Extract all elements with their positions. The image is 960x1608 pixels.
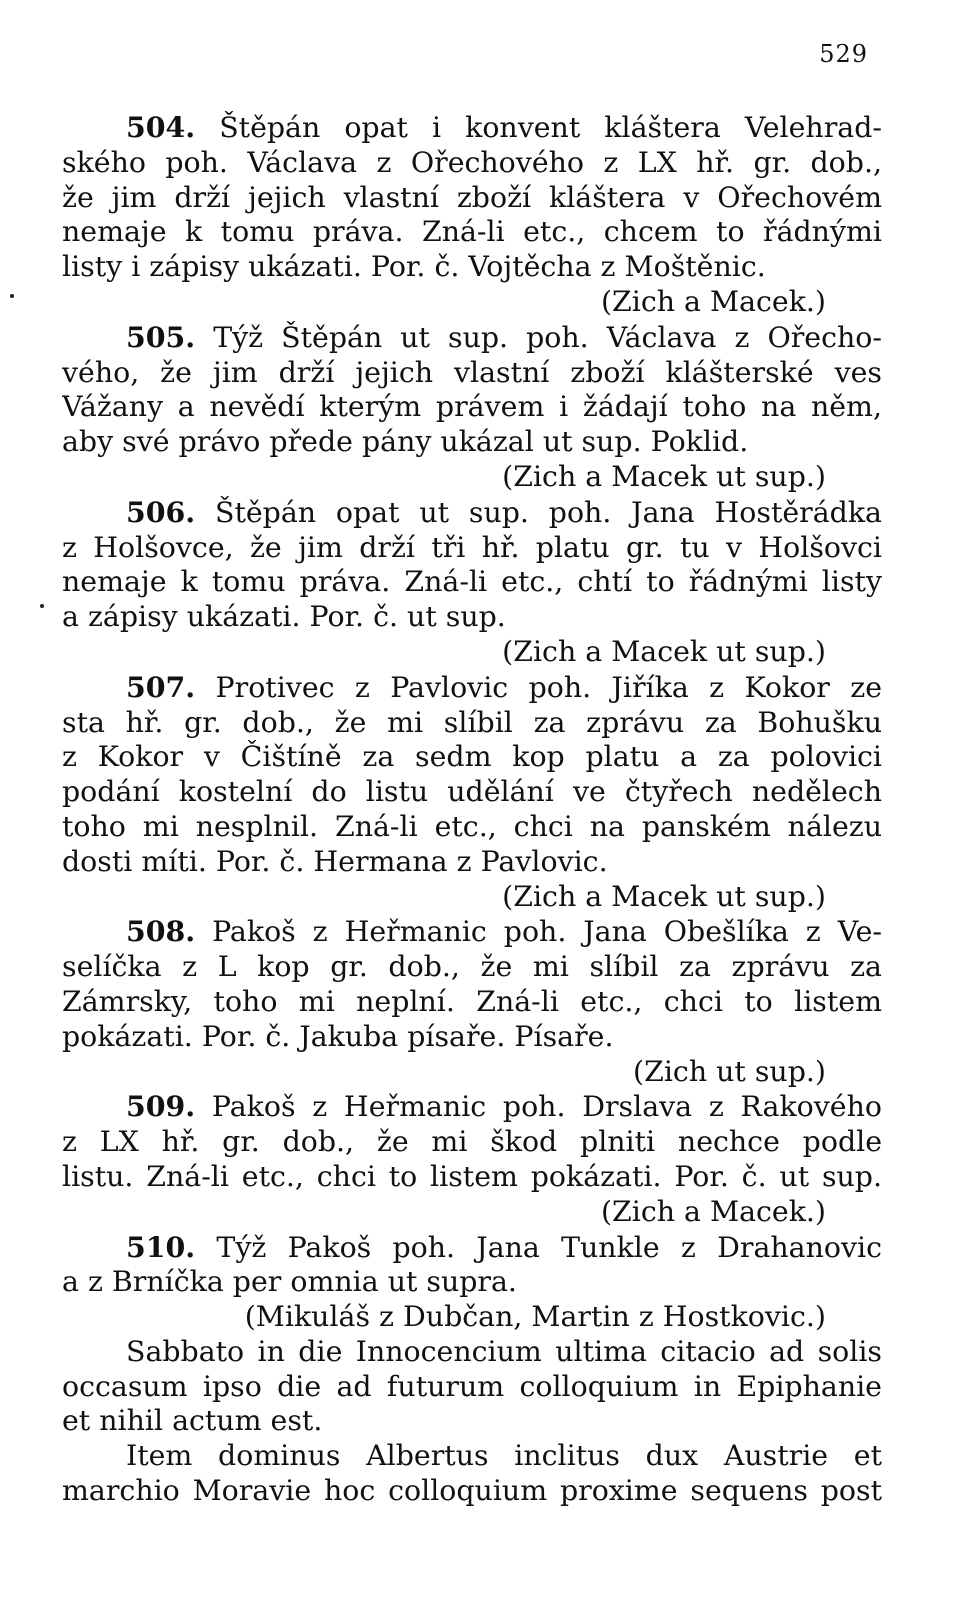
- signature-line: (Mikuláš z Dubčan, Martin z Hostkovic.): [244, 1300, 826, 1334]
- text-line: podání kostelní do listu udělání ve čtyřech nedělech: [62, 775, 882, 809]
- entry-504: [62, 110, 882, 320]
- closing-paragraph: [62, 1335, 882, 1439]
- margin-dot: [40, 604, 44, 608]
- text-line: occasum ipso die ad futurum colloquium in Epiphanie: [62, 1369, 882, 1403]
- text-line: 509. Pakoš z Heřmanic poh. Drslava z Rakového: [126, 1089, 882, 1124]
- text-line: sta hř. gr. dob., že mi slíbil za zprávu za Bohušku: [62, 705, 882, 739]
- text-line: že jim drží jejich vlastní zboží kláštera v Ořechovém: [62, 180, 882, 214]
- entry-508: [62, 914, 882, 1089]
- signature-line: (Zich ut sup.): [633, 1054, 826, 1088]
- page-number: 529: [819, 40, 868, 68]
- signature-line: (Zich a Macek ut sup.): [502, 634, 826, 668]
- text-line: 508. Pakoš z Heřmanic poh. Jana Obešlíka z Ve-: [126, 914, 882, 949]
- text-line: et nihil actum est.: [62, 1404, 323, 1438]
- text-line: z Holšovce, že jim drží tři hř. platu gr. tu v Holšovci: [62, 530, 882, 564]
- text-line: listy i zápisy ukázati. Por. č. Vojtěcha z Moštěnic.: [62, 250, 766, 284]
- text-line: vého, že jim drží jejich vlastní zboží klášterské ves: [62, 355, 882, 389]
- text-line: 507. Protivec z Pavlovic poh. Jiříka z Kokor ze: [126, 669, 882, 704]
- closing-paragraph: [62, 1439, 882, 1509]
- text-line: z LX hř. gr. dob., že mi škod plniti nechce podle: [62, 1125, 882, 1159]
- entry-510: [62, 1230, 882, 1335]
- text-line: Sabbato in die Innocencium ultima citacio ad solis: [126, 1334, 882, 1368]
- entry-number: 506.: [126, 494, 196, 529]
- text-line: a z Brníčka per omnia ut supra.: [62, 1265, 517, 1299]
- entry-505: [62, 320, 882, 495]
- entry-number: 504.: [126, 110, 196, 144]
- text-line: 504. Štěpán opat i konvent kláštera Velehrad-: [126, 110, 882, 144]
- entry-507: [62, 670, 882, 915]
- text-line: nemaje k tomu práva. Zná-li etc., chcem to řádnými: [62, 215, 882, 249]
- entry-number: 505.: [126, 319, 196, 354]
- entry-506: [62, 495, 882, 670]
- text-line: Zámrsky, toho mi neplní. Zná-li etc., chci to listem: [62, 984, 882, 1018]
- text-line: z Kokor v Čištíně za sedm kop platu a za polovici: [62, 740, 882, 774]
- entry-number: 510.: [126, 1229, 196, 1264]
- text-line: Item dominus Albertus inclitus dux Austrie et: [126, 1439, 882, 1473]
- text-line: Vážany a nevědí kterým právem i žádají toho na něm,: [62, 390, 882, 424]
- text-line: a zápisy ukázati. Por. č. ut sup.: [62, 600, 506, 634]
- text-line: toho mi nesplnil. Zná-li etc., chci na panském nálezu: [62, 809, 882, 843]
- text-body: [62, 110, 882, 1509]
- text-line: 506. Štěpán opat ut sup. poh. Jana Hostěrádka: [126, 494, 882, 529]
- text-line: dosti míti. Por. č. Hermana z Pavlovic.: [62, 844, 608, 878]
- entry-number: 507.: [126, 669, 196, 704]
- text-line: 505. Týž Štěpán ut sup. poh. Václava z Ořecho-: [126, 319, 882, 354]
- entry-509: [62, 1089, 882, 1229]
- text-line: pokázati. Por. č. Jakuba písaře. Písaře.: [62, 1019, 614, 1053]
- signature-line: (Zich a Macek ut sup.): [502, 459, 826, 493]
- text-line: ského poh. Václava z Ořechového z LX hř. gr. dob.,: [62, 145, 882, 179]
- signature-line: (Zich a Macek.): [600, 1194, 826, 1228]
- text-line: selíčka z L kop gr. dob., že mi slíbil za zprávu za: [62, 950, 882, 984]
- entry-number: 509.: [126, 1089, 196, 1124]
- text-line: nemaje k tomu práva. Zná-li etc., chtí to řádnými listy: [62, 565, 882, 599]
- signature-line: (Zich a Macek ut sup.): [502, 879, 826, 913]
- margin-dot: [10, 294, 14, 298]
- entry-number: 508.: [126, 914, 196, 949]
- text-line: marchio Moravie hoc colloquium proxime sequens post: [62, 1474, 882, 1508]
- text-line: aby své právo přede pány ukázal ut sup. Poklid.: [62, 425, 749, 459]
- text-line: listu. Zná-li etc., chci to listem pokázati. Por. č. ut sup.: [62, 1159, 882, 1193]
- text-line: 510. Týž Pakoš poh. Jana Tunkle z Drahanovic: [126, 1229, 882, 1264]
- signature-line: (Zich a Macek.): [600, 284, 826, 318]
